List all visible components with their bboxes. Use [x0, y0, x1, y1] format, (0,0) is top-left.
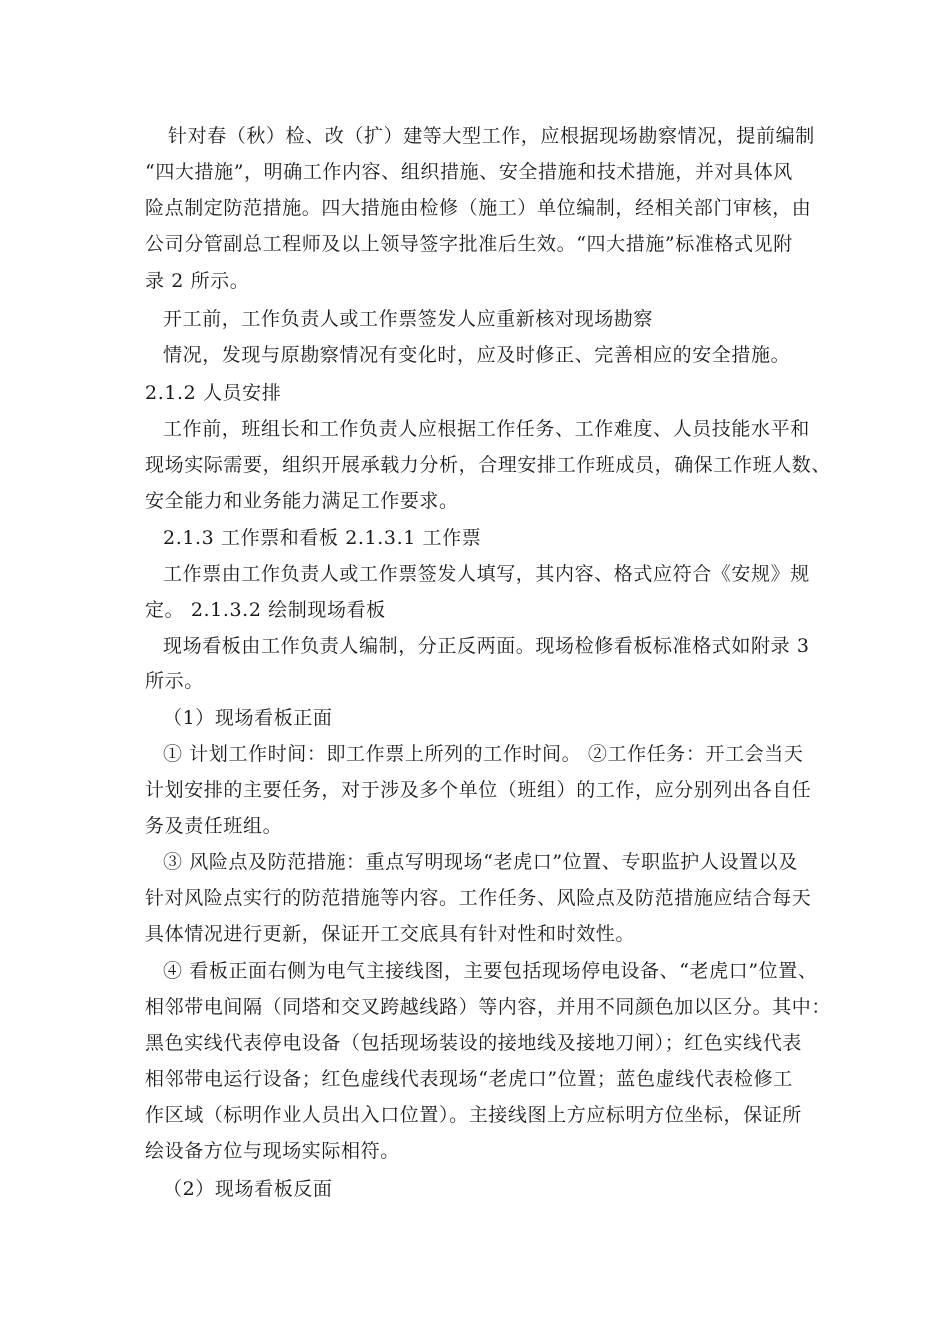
text-line: 针对春（秋）检、改（扩）建等大型工作，应根据现场勘察情况，提前编制	[168, 125, 815, 147]
text-line: 定。 2.1.3.2 绘制现场看板	[145, 599, 386, 621]
text-line: 开工前，工作负责人或工作票签发人应重新核对现场勘察	[163, 308, 654, 330]
text-line: ① 计划工作时间：即工作票上所列的工作时间。 ②工作任务：开工会当天	[163, 743, 804, 765]
text-line: 公司分管副总工程师及以上领导签字批准后生效。“四大措施”标准格式见附	[145, 233, 793, 255]
text-line: “四大措施”，明确工作内容、组织措施、安全措施和技术措施，并对具体风	[145, 161, 793, 183]
text-line: ③ 风险点及防范措施：重点写明现场“老虎口”位置、专职监护人设置以及	[163, 851, 798, 873]
text-line: 黑色实线代表停电设备（包括现场装设的接地线及接地刀闸）；红色实线代表	[145, 1032, 802, 1054]
text-line: 针对风险点实行的防范措施等内容。工作任务、风险点及防范措施应结合每天	[145, 887, 812, 909]
text-line: 现场看板由工作负责人编制，分正反两面。现场检修看板标准格式如附录 3	[163, 635, 810, 657]
text-line: 险点制定防范措施。四大措施由检修（施工）单位编制，经相关部门审核，由	[145, 197, 812, 219]
text-line: 绘设备方位与现场实际相符。	[145, 1140, 400, 1162]
text-line: ④ 看板正面右侧为电气主接线图，主要包括现场停电设备、“老虎口”位置、	[163, 960, 818, 982]
subsection-heading: （2）现场看板反面	[163, 1178, 333, 1200]
text-line: 相邻带电间隔（同塔和交叉跨越线路）等内容，并用不同颜色加以区分。其中：	[145, 996, 832, 1018]
subsection-heading: （1）现场看板正面	[163, 707, 333, 729]
text-line: 录 2 所示。	[145, 270, 250, 292]
text-line: 务及责任班组。	[145, 815, 283, 837]
text-line: 所示。	[145, 670, 204, 692]
section-heading: 2.1.3 工作票和看板 2.1.3.1 工作票	[163, 527, 482, 549]
text-line: 计划安排的主要任务，对于涉及多个单位（班组）的工作，应分别列出各自任	[145, 779, 812, 801]
text-line: 作区域（标明作业人员出入口位置）。主接线图上方应标明方位坐标，保证所	[145, 1104, 802, 1126]
section-heading: 2.1.2 人员安排	[145, 382, 282, 404]
text-line: 情况，发现与原勘察情况有变化时，应及时修正、完善相应的安全措施。	[163, 344, 791, 366]
text-line: 安全能力和业务能力满足工作要求。	[145, 490, 459, 512]
text-line: 相邻带电运行设备；红色虚线代表现场“老虎口”位置；蓝色虚线代表检修工	[145, 1068, 793, 1090]
text-line: 工作票由工作负责人或工作票签发人填写，其内容、格式应符合《安规》规	[163, 563, 810, 585]
text-line: 现场实际需要，组织开展承载力分析，合理安排工作班成员，确保工作班人数、	[145, 454, 832, 476]
text-line: 具体情况进行更新，保证开工交底具有针对性和时效性。	[145, 923, 636, 945]
text-line: 工作前，班组长和工作负责人应根据工作任务、工作难度、人员技能水平和	[163, 418, 810, 440]
